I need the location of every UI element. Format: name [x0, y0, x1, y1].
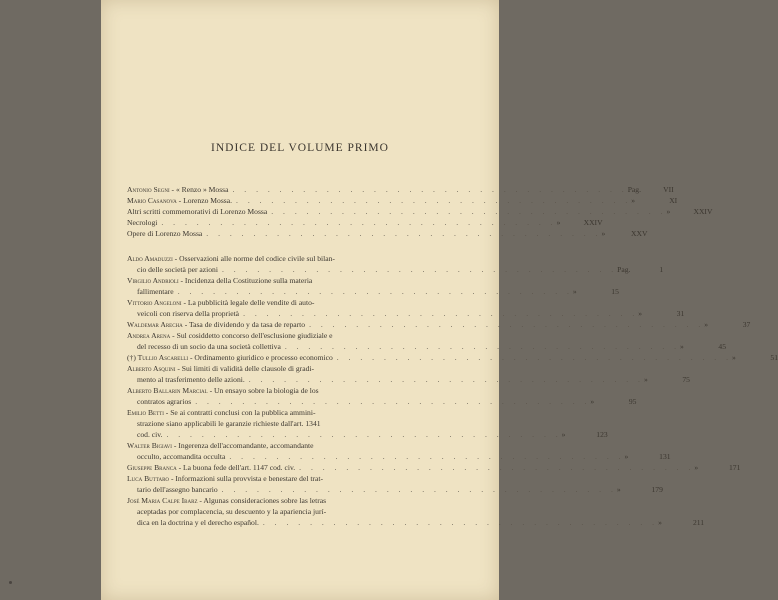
page-ref [666, 206, 712, 217]
page-label: » [556, 218, 561, 227]
toc-author: Aldo Amaduzzi [127, 254, 173, 263]
toc-line [127, 206, 713, 217]
page-number: 1 [659, 265, 664, 274]
toc-line [127, 440, 475, 451]
page-label: » [590, 397, 595, 406]
page-ref [628, 184, 674, 195]
toc-author: Giuseppe Branca [127, 463, 177, 472]
page-label: » [624, 452, 629, 461]
toc-author: Antonio Segni [127, 185, 170, 194]
toc-line [127, 374, 690, 385]
toc-text [127, 206, 267, 217]
toc-author: José Maria Calpe Ibarz [127, 496, 198, 505]
contents-list [127, 253, 778, 528]
page-ref [680, 341, 726, 352]
toc-title: - La buona fede dell'art. 1147 cod. civ. [176, 463, 296, 472]
toc-title: - Lorenzo Mossa. [176, 196, 233, 205]
toc-entry [127, 440, 671, 462]
toc-entry [127, 330, 727, 352]
toc-author: Walter Bigiavi [127, 441, 172, 450]
toc-line [127, 407, 475, 418]
toc-text [137, 484, 218, 495]
toc-entry [127, 319, 751, 330]
toc-title: - Informazioni sulla provvista e benestare del trat- [169, 474, 323, 483]
page-number: 123 [596, 430, 608, 439]
leader-dots: . . . . . . . . . . . . . . . . . . . . . . . . . . . . . . . . . . [336, 353, 732, 362]
toc-author: Vittorio Angeloni [127, 298, 182, 307]
toc-title: - Osservazioni alle norme del codice civile sul bilan- [172, 254, 335, 263]
toc-line [127, 506, 475, 517]
toc-text [127, 228, 202, 239]
toc-author: Mario Casanova [127, 196, 177, 205]
leader-dots: . . . . . . . . . . . . . . . . . . . . . . . . . . . . . . . . . . [195, 397, 591, 406]
page-number: 31 [676, 309, 685, 318]
leader-dots: . . . . . . . . . . . . . . . . . . . . . . . . . . . . . . . . . . [299, 463, 695, 472]
toc-title: strazione siano applicabili le garanzie richieste dall'art. 1341 [137, 419, 321, 428]
page-number: 171 [728, 463, 741, 472]
page-number: 75 [682, 375, 690, 384]
toc-line [127, 330, 475, 341]
toc-title: mento al trasferimento delle azioni. [137, 375, 245, 384]
page-number: XXV [631, 229, 648, 238]
leader-dots: . . . . . . . . . . . . . . . . . . . . . . . . . . . . . . . . . . [166, 430, 562, 439]
toc-title: - Ordinamento giuridico e processo economico [188, 353, 333, 362]
toc-entry [127, 407, 608, 440]
leader-dots: . . . . . . . . . . . . . . . . . . . . . . . . . . . . . . . . . . [243, 309, 639, 318]
toc-title: cod. civ. [137, 430, 163, 439]
page-label: » [643, 375, 648, 384]
toc-entry [127, 495, 705, 528]
toc-line [127, 473, 475, 484]
leader-dots: . . . . . . . . . . . . . . . . . . . . . . . . . . . . . . . . . . [229, 452, 625, 461]
toc-title: - La pubblicità legale delle vendite di auto- [181, 298, 315, 307]
toc-title: - Se ai contratti conclusi con la pubblica ammini- [163, 408, 316, 417]
toc-line [127, 495, 475, 506]
toc-line [127, 184, 674, 195]
page-ref [601, 228, 647, 239]
toc-text [137, 286, 174, 297]
page-label: » [601, 229, 606, 238]
page-number: 15 [611, 287, 619, 296]
page-ref [590, 396, 636, 407]
page-number: 37 [742, 320, 751, 329]
toc-line [127, 484, 663, 495]
toc-text [127, 352, 333, 363]
toc-title: cio delle società per azioni [137, 265, 218, 274]
toc-line [127, 451, 671, 462]
page-label: » [658, 518, 662, 527]
page-ref [694, 462, 740, 473]
leader-dots: . . . . . . . . . . . . . . . . . . . . . . . . . . . . . . . . . . [161, 218, 557, 227]
toc-entry [127, 297, 685, 319]
toc-text [137, 374, 245, 385]
ink-speck [9, 581, 12, 584]
toc-line [127, 275, 475, 286]
page-ref [617, 264, 663, 275]
page-number: XXIV [693, 207, 713, 216]
page-label: » [638, 309, 643, 318]
page-title: INDICE DEL VOLUME PRIMO [211, 142, 389, 154]
toc-entry [127, 352, 778, 363]
toc-title: occulto, accomandita occulta [137, 452, 226, 461]
toc-text [127, 195, 232, 206]
toc-title: contratos agrarios [137, 397, 192, 406]
page-number: 211 [692, 518, 705, 527]
leader-dots: . . . . . . . . . . . . . . . . . . . . . . . . . . . . . . . . . . [248, 375, 644, 384]
toc-entry [127, 385, 637, 407]
leader-dots: . . . . . . . . . . . . . . . . . . . . . . . . . . . . . . . . . . [177, 287, 573, 296]
page-ref [557, 217, 603, 228]
toc-text [137, 341, 281, 352]
toc-line [127, 363, 475, 374]
toc-text [127, 319, 305, 330]
toc-line [127, 217, 603, 228]
toc-text [137, 429, 162, 440]
toc-title: - Un ensayo sobre la biologia de los [207, 386, 319, 395]
page-label: » [631, 196, 636, 205]
page-label: » [561, 430, 566, 439]
page-number: 95 [628, 397, 637, 406]
toc-line [127, 352, 778, 363]
toc-line [127, 264, 664, 275]
leader-dots: . . . . . . . . . . . . . . . . . . . . . . . . . . . . . . . . . . [284, 342, 681, 351]
toc-title: - Sul cosiddetto concorso dell'esclusione giudiziale e [170, 331, 333, 340]
leader-dots: . . . . . . . . . . . . . . . . . . . . . . . . . . . . . . . . . . [236, 196, 632, 205]
toc-line [127, 341, 727, 352]
page-ref [644, 374, 690, 385]
toc-author: Waldemar Arecha [127, 320, 183, 329]
page-label: Pag. [627, 185, 641, 194]
toc-title: - Sui limiti di validità delle clausole di gradi- [175, 364, 315, 373]
toc-title: Altri scritti commemorativi di Lorenzo Mossa [127, 207, 268, 216]
toc-title: veicoli con riserva della proprietà [137, 309, 240, 318]
toc-line [127, 517, 705, 528]
page-label: Pag. [617, 265, 631, 274]
toc-line [127, 286, 619, 297]
toc-text [137, 264, 218, 275]
toc-title: Opere di Lorenzo Mossa [127, 229, 203, 238]
toc-title: Necrologi [127, 218, 158, 227]
toc-title: del recesso di un socio da una società collettiva [137, 342, 281, 351]
page-number: XI [669, 196, 678, 205]
toc-text [137, 517, 259, 528]
toc-author: Alberto Ballarin Marcial [127, 386, 208, 395]
page-ref [617, 484, 663, 495]
toc-title: - « Renzo » Mossa [169, 185, 229, 194]
toc-entry [127, 473, 663, 495]
leader-dots: . . . . . . . . . . . . . . . . . . . . . . . . . . . . . . . . . . [221, 265, 618, 274]
page-number: 45 [718, 342, 727, 351]
toc-line [127, 297, 475, 308]
toc-title: - Algunas consideraciones sobre las letras [197, 496, 327, 505]
toc-text [137, 451, 225, 462]
toc-author: Alberto Asquini [127, 364, 176, 373]
toc-title: aceptadas por complacencia, su descuento y la apariencia jurí- [137, 507, 327, 516]
page-label: » [680, 342, 684, 351]
page-number: 179 [651, 485, 663, 494]
toc-line [127, 429, 608, 440]
toc-title: tario dell'assegno bancario [137, 485, 218, 494]
page-label: » [731, 353, 736, 362]
toc-line [127, 195, 678, 206]
page-ref [704, 319, 750, 330]
toc-line [127, 418, 475, 429]
page-ref [631, 195, 677, 206]
toc-title: dica en la doctrina y el derecho español. [137, 518, 259, 527]
page-number: 131 [659, 452, 671, 461]
page-ref [573, 286, 619, 297]
toc-text [137, 308, 239, 319]
toc-text [137, 396, 191, 407]
toc-line [127, 385, 475, 396]
toc-entry [127, 253, 664, 275]
leader-dots: . . . . . . . . . . . . . . . . . . . . . . . . . . . . . . . . . . [206, 229, 602, 238]
toc-title: - Incidenza della Costituzione sulla materia [178, 276, 313, 285]
toc-line [127, 308, 685, 319]
toc-author: Andrea Arena [127, 331, 171, 340]
page-ref [658, 517, 704, 528]
page-number: VII [663, 185, 674, 194]
toc-line [127, 396, 637, 407]
toc-title: fallimentare [137, 287, 174, 296]
leader-dots: . . . . . . . . . . . . . . . . . . . . . . . . . . . . . . . . . . [271, 207, 667, 216]
front-matter-list [127, 184, 713, 239]
toc-text [127, 217, 157, 228]
toc-title: - Ingerenza dell'accomandante, accomandante [171, 441, 314, 450]
toc-text [127, 184, 228, 195]
page-label: » [704, 320, 709, 329]
leader-dots: . . . . . . . . . . . . . . . . . . . . . . . . . . . . . . . . . . [232, 185, 628, 194]
leader-dots: . . . . . . . . . . . . . . . . . . . . . . . . . . . . . . . . . . [309, 320, 705, 329]
page-number: 51 [770, 353, 778, 362]
page-ref [638, 308, 684, 319]
toc-title: - Tasa de dividendo y da tasa de reparto [182, 320, 306, 329]
toc-line [127, 228, 648, 239]
toc-author: Luca Buttaro [127, 474, 170, 483]
toc-line [127, 319, 751, 330]
toc-author: (†) Tullio Ascarelli [127, 353, 189, 362]
page-label: » [616, 485, 621, 494]
toc-entry [127, 462, 741, 473]
page-label: » [572, 287, 577, 296]
toc-entry [127, 275, 619, 297]
page-ref [562, 429, 608, 440]
toc-line [127, 462, 741, 473]
toc-author: Emilio Betti [127, 408, 164, 417]
book-page [101, 0, 778, 600]
leader-dots: . . . . . . . . . . . . . . . . . . . . . . . . . . . . . . . . . . [221, 485, 617, 494]
toc-author: Virgilio Andrioli [127, 276, 179, 285]
toc-entry [127, 363, 690, 385]
page-number: XXIV [583, 218, 603, 227]
toc-line [127, 253, 475, 264]
page-ref [732, 352, 778, 363]
toc-text [127, 462, 295, 473]
page-label: » [694, 463, 699, 472]
leader-dots: . . . . . . . . . . . . . . . . . . . . . . . . . . . . . . . . . . [262, 518, 659, 527]
page-ref [625, 451, 671, 462]
page-label: » [666, 207, 671, 216]
